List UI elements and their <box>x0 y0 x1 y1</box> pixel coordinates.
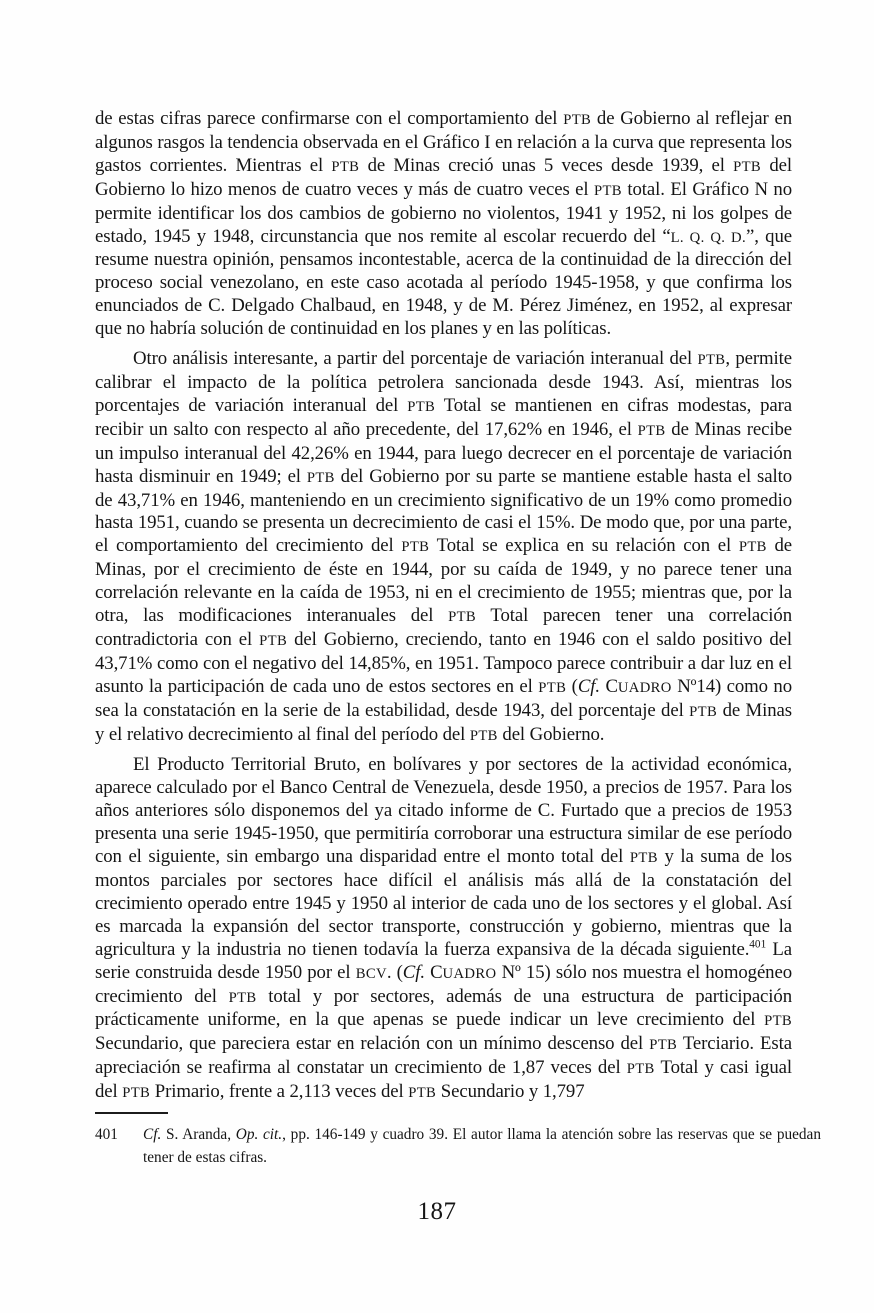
text-run: PTB <box>448 609 477 626</box>
text-run: Op. cit. <box>235 1126 283 1143</box>
text-run: UADRO <box>442 965 497 982</box>
footnote-reference: 401 <box>749 938 767 951</box>
text-run: Total parecen tener una correlación contradictoria con el <box>95 605 792 650</box>
text-run: ”, que resume nuestra opinión, pensamos incontestable, acerca de la continuidad de la dirección del proceso social venezolano, en este caso acotada al período 1945-1958, y que confirma los enunciados de C. Delgado Chalbaud, en 1948, y de M. Pérez Jiménez, en 1952, al expresar que no habría solución de continuidad en los planes y en las políticas. <box>95 225 792 340</box>
text-run: PTB <box>259 632 288 649</box>
text-run: , pp. 146-149 y cuadro 39. El autor llama la atención sobre las reservas que se puedan tener de estas cifras. <box>143 1126 821 1166</box>
footnote-text <box>143 1124 821 1169</box>
text-run: PTB <box>407 398 436 415</box>
text-run: La serie construida desde 1950 por el <box>95 938 792 983</box>
text-run: PTB <box>331 158 360 175</box>
text-run: PTB <box>629 850 658 867</box>
text-run: PTB <box>697 352 726 369</box>
text-run: de Minas y el relativo decrecimiento al final del período del <box>95 699 792 745</box>
text-run: , permite calibrar el impacto de la política petrolera sancionada desde 1943. Así, mientras los porcentajes de variación interanual del <box>95 348 792 416</box>
text-run: . ( <box>386 961 403 983</box>
text-run: PTB <box>408 1085 437 1102</box>
text-run: PTB <box>228 989 257 1006</box>
text-run: de Minas, por el crecimiento de éste en 1944, por su caída de 1949, y no parece tener una correlación relevante en la caída de 1953, ni en el crecimiento de 1955; mientras que, por la otra, las modificaciones interanuales del <box>95 535 792 627</box>
text-run: ( <box>566 675 578 697</box>
text-run: del Gobierno por su parte se mantiene estable hasta el salto de 43,71% en 1946, manteniendo en un crecimiento significativo de un 19% como promedio hasta 1951, cuando se presenta un decrecimiento de casi el 15%. De modo que, por una parte, el comportamiento del crecimiento del <box>95 465 792 557</box>
text-run: L. Q. Q. D. <box>670 229 747 246</box>
text-run: C <box>424 961 443 983</box>
text-run: PTB <box>593 182 622 199</box>
text-run: Cf. <box>402 961 425 983</box>
paragraph <box>95 754 792 1105</box>
text-run: Otro análisis interesante, a partir del porcentaje de variación interanual del <box>133 348 698 370</box>
text-run: PTB <box>689 703 718 720</box>
text-run: PTB <box>306 469 335 486</box>
text-run: PTB <box>401 539 430 556</box>
footnote-number: 401 <box>95 1126 118 1143</box>
text-run: total y por sectores, además de una estructura de participación prácticamente uniforme, en la que apenas se puede indicar un leve crecimiento del <box>95 985 792 1031</box>
text-run: Primario, frente a 2,113 veces del <box>150 1081 409 1103</box>
text-run: PTB <box>563 112 592 128</box>
text-run: S. Aranda, <box>161 1126 236 1143</box>
text-run: C <box>599 675 618 697</box>
text-run: Nº 15) sólo nos muestra el homogéneo crecimiento del <box>95 961 792 1007</box>
text-run: PTB <box>469 727 498 744</box>
text-run: del Gobierno lo hizo menos de cuatro veces y más de cuatro veces el <box>95 154 792 200</box>
text-run: PTB <box>764 1013 792 1030</box>
text-run: total. El Gráfico N no permite identificar los dos cambios de gobierno no violentos, 1941 y 1952, ni los golpes de estado, 1945 y 1948, circunstancia que nos remite al escolar recuerdo del “ <box>95 178 792 247</box>
paragraph <box>95 348 792 747</box>
text-run: PTB <box>626 1061 655 1078</box>
text-run: Secundario, que pareciera estar en relación con un mínimo descenso del <box>95 1033 650 1055</box>
text-run: de Gobierno al reflejar en algunos rasgos la tendencia observada en el Gráfico I en relación a la curva que representa los gastos corrientes. Mientras el <box>95 108 792 176</box>
text-run: Terciario. Esta apreciación se reafirma al constatar un crecimiento de 1,87 veces del <box>95 1033 792 1079</box>
text-run: PTB <box>649 1037 678 1054</box>
text-run: PTB <box>538 679 567 696</box>
text-run: Cf. <box>577 675 600 697</box>
text-run: Secundario y 1,797 <box>436 1081 585 1103</box>
text-run: de estas cifras parece confirmarse con el comportamiento del <box>95 108 564 129</box>
page-number: 187 <box>417 1198 457 1225</box>
text-run: del Gobierno, creciendo, tanto en 1946 con el saldo positivo del 43,71% como con el negativo del 14,85%, en 1951. Tampoco parece contribuir a dar luz en el asunto la participación de cada uno de estos sectores en el <box>95 628 792 697</box>
text-run: PTB <box>738 539 767 556</box>
text-run: Total se explica en su relación con el <box>429 535 739 557</box>
text-run: Nº14) como no sea la constatación en la serie de la estabilidad, desde 1943, del porcentaje del <box>95 675 792 721</box>
text-run: PTB <box>733 158 762 175</box>
footnote-separator <box>95 1112 168 1114</box>
body-text <box>95 108 792 1105</box>
text-run: BCV <box>355 965 387 982</box>
text-run: El Producto Territorial Bruto, en bolívares y por sectores de la actividad económica, aparece calculado por el Banco Central de Venezuela, desde 1950, a precios de 1957. Para los años anteriores sólo disponemos del ya citado informe de C. Furtado que a precios de 1953 presenta una serie 1945-1950, que permitiría corroborar una estructura similar de ese período con el siguiente, sin embargo una disparidad entre el monto total del <box>95 754 792 868</box>
footnote <box>95 1112 821 1169</box>
text-run: Cf. <box>143 1126 162 1143</box>
text-run: y la suma de los montos parciales por sectores hace difícil el análisis más allá de la constatación del crecimiento operado entre 1945 y 1950 al interior de cada uno de los sectores y el global. Así es marcada la expansión del sector transporte, construcción y gobierno, mientras que la agricultura y la industria no tienen todavía la fuerza expansiva de la década siguiente. <box>95 846 792 960</box>
text-run: Total y casi igual del <box>95 1057 792 1103</box>
text-run: de Minas recibe un impulso interanual del 42,26% en 1944, para luego decrecer en el porcentaje de variación hasta disminuir en 1949; el <box>95 418 792 487</box>
text-run: UADRO <box>617 679 672 696</box>
paragraph <box>95 108 792 341</box>
text-run: de Minas creció unas 5 veces desde 1939, el <box>359 154 734 176</box>
text-run: Total se mantienen en cifras modestas, para recibir un salto con respecto al año precedente, del 17,62% en 1946, el <box>95 394 793 440</box>
text-run: PTB <box>122 1085 151 1102</box>
text-run: del Gobierno. <box>497 723 605 745</box>
text-run: PTB <box>637 422 666 439</box>
